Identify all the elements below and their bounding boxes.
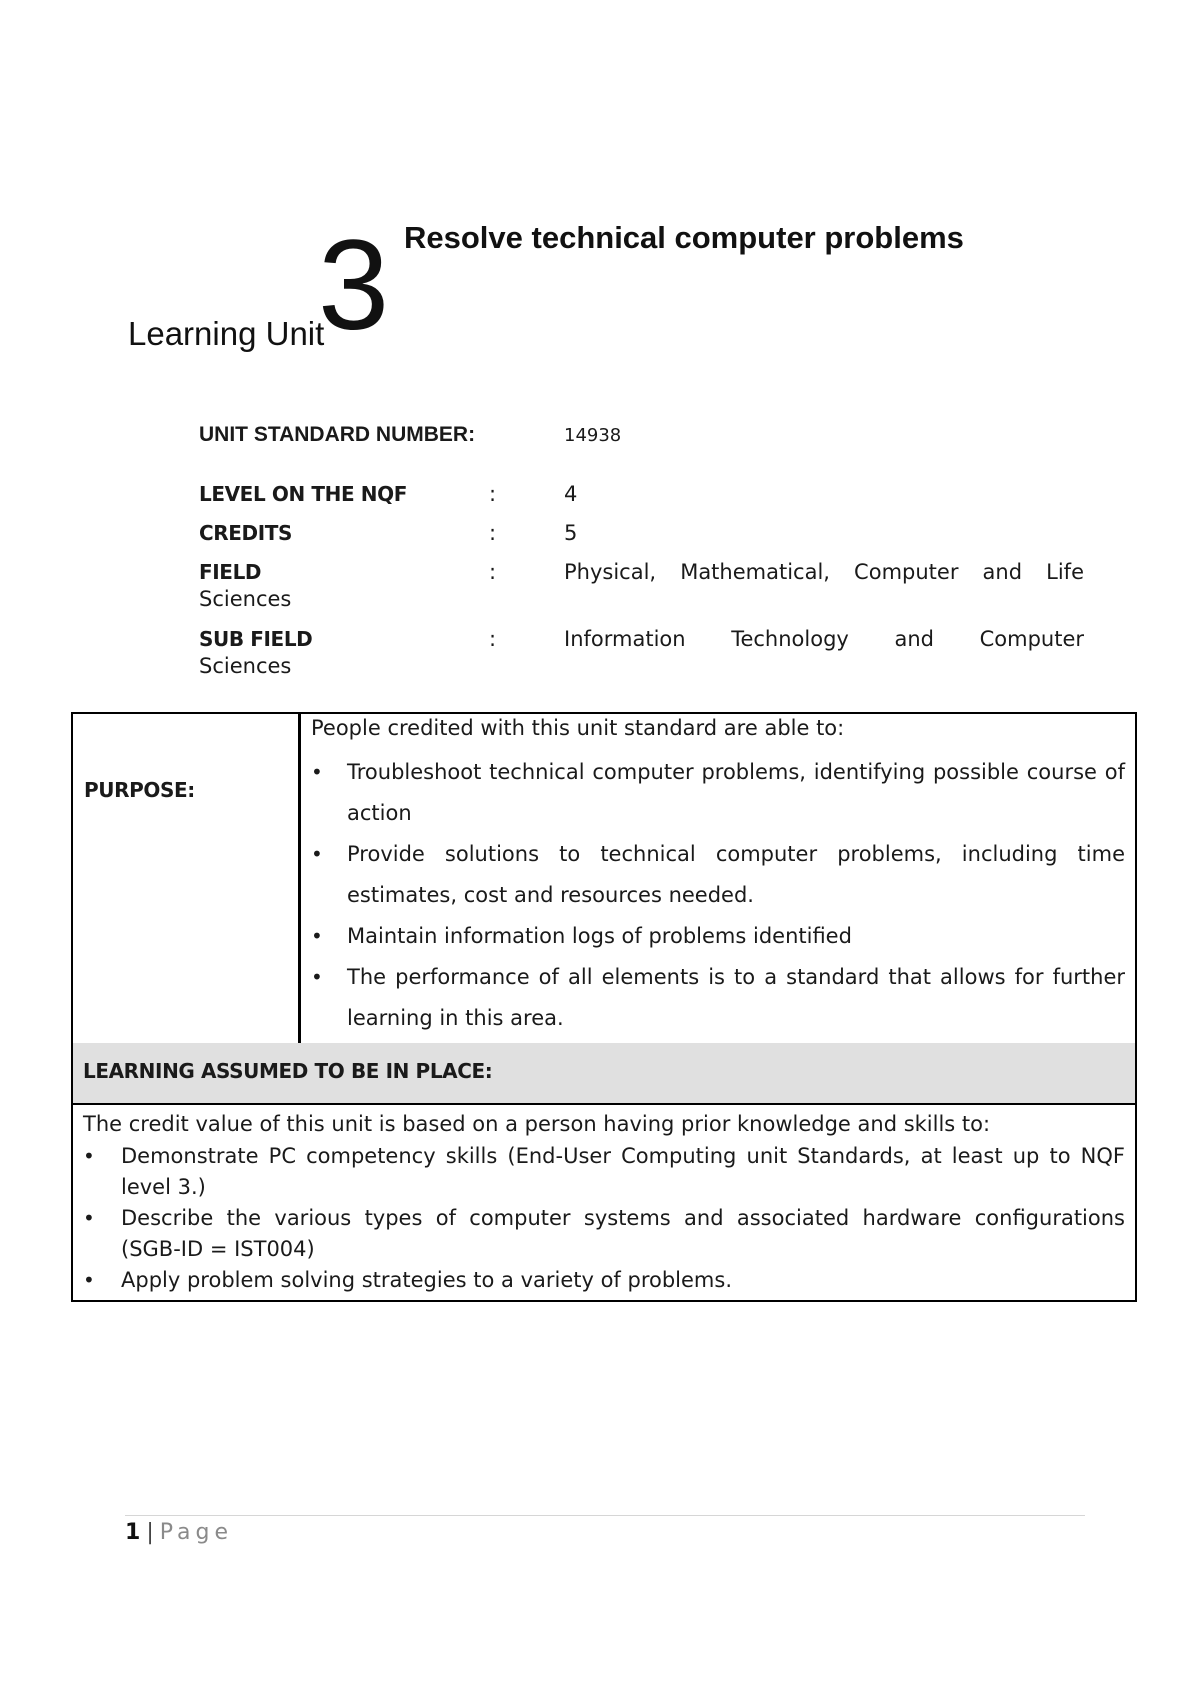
learning-list <box>83 1141 1125 1296</box>
learning-intro: The credit value of this unit is based on a person having prior knowledge and skills to: <box>83 1112 991 1136</box>
unit-standard-value: 14938 <box>564 425 622 446</box>
footer-divider <box>125 1515 1085 1516</box>
field-value: Physical, Mathematical, Computer and Life <box>564 560 1084 584</box>
learning-assumed-header <box>73 1043 1135 1105</box>
page-word: Page <box>159 1520 233 1545</box>
page-number: 1 <box>125 1520 141 1545</box>
field-label: FIELD <box>199 560 262 584</box>
purpose-item: • Maintain information logs of problems identified <box>311 916 1125 957</box>
page-footer <box>125 1520 233 1545</box>
unit-details-table <box>71 712 1137 1302</box>
purpose-item: • Troubleshoot technical computer problems, identifying possible course of action <box>311 752 1125 834</box>
footer-separator: | <box>146 1520 154 1545</box>
purpose-content <box>311 714 1125 1039</box>
purpose-item: • Provide solutions to technical computer problems, including time estimates, cost and resources needed. <box>311 834 1125 916</box>
credits-label: CREDITS <box>199 521 293 545</box>
learning-item: • Describe the various types of computer systems and associated hardware configurations (SGB-ID = IST004) <box>83 1203 1125 1265</box>
learning-assumed-content <box>83 1107 1125 1296</box>
learning-assumed-label: LEARNING ASSUMED TO BE IN PLACE: <box>83 1059 493 1083</box>
purpose-item: • The performance of all elements is to a standard that allows for further learning in this area. <box>311 957 1125 1039</box>
purpose-intro: People credited with this unit standard are able to: <box>311 716 845 740</box>
subfield-colon: : <box>489 627 497 651</box>
learning-item: • Demonstrate PC competency skills (End-User Computing unit Standards, at least up to NQF level 3.) <box>83 1141 1125 1203</box>
subfield-label: SUB FIELD <box>199 627 313 651</box>
learning-unit-number: 3 <box>318 214 390 357</box>
purpose-label: PURPOSE: <box>84 778 195 802</box>
unit-title: Resolve technical computer problems <box>404 220 964 255</box>
unit-standard-label: UNIT STANDARD NUMBER: <box>199 423 476 446</box>
level-colon: : <box>489 482 497 506</box>
learning-item: • Apply problem solving strategies to a variety of problems. <box>83 1265 1125 1296</box>
subfield-value: Information Technology and Computer <box>564 627 1084 651</box>
field-value-continued: Sciences <box>199 587 292 611</box>
level-value: 4 <box>564 482 578 506</box>
level-label: LEVEL ON THE NQF <box>199 482 407 506</box>
purpose-list <box>311 752 1125 1039</box>
learning-unit-label: Learning Unit <box>128 315 325 352</box>
credits-colon: : <box>489 521 497 545</box>
subfield-value-continued: Sciences <box>199 654 292 678</box>
field-colon: : <box>489 560 497 584</box>
credits-value: 5 <box>564 521 578 545</box>
column-divider <box>298 714 301 1043</box>
